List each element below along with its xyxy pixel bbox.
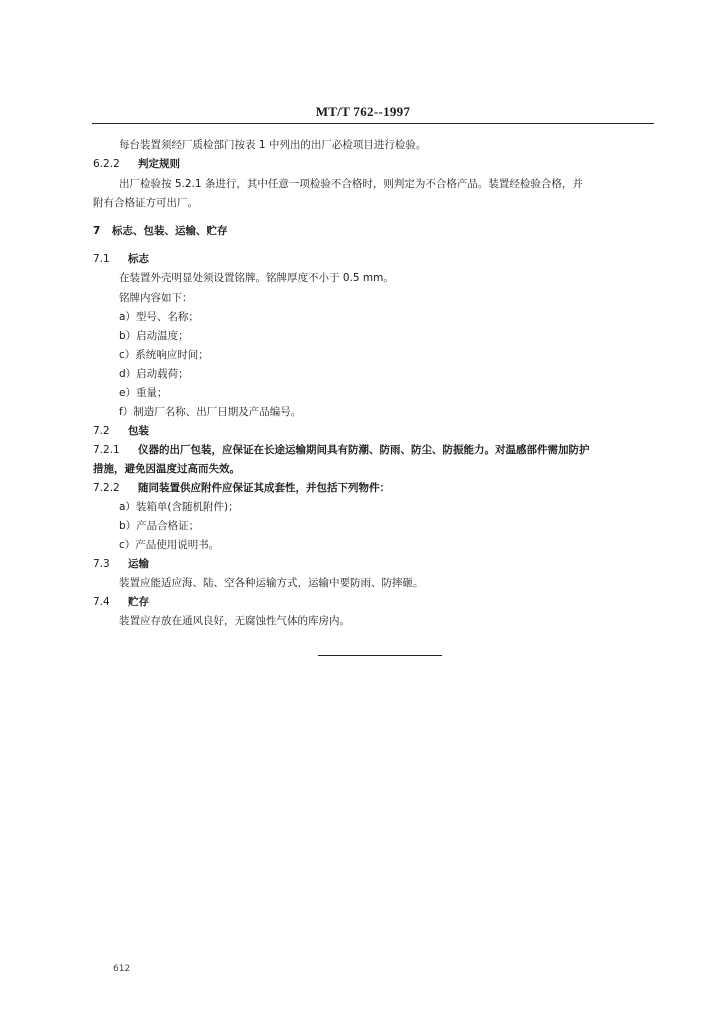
section-title-7-3: 运输	[128, 558, 149, 570]
end-of-text-rule	[318, 655, 442, 656]
paragraph-nameplate: 在装置外壳明显处须设置铭牌。铭牌厚度不小于 0.5 mm。	[119, 272, 394, 284]
list-item: a）装箱单(含随机附件)；	[119, 501, 239, 513]
paragraph-judgement-line2: 附有合格证方可出厂。	[93, 197, 198, 209]
list-item: c）系统响应时间；	[119, 349, 209, 361]
section-number-7-2: 7.2	[93, 425, 110, 437]
paragraph-accessories: 随同装置供应附件应保证其成套性，并包括下列物件：	[138, 482, 390, 494]
page-number: 612	[113, 964, 131, 974]
list-item: e）重量；	[119, 387, 168, 399]
section-title-7: 标志、包装、运输、贮存	[112, 225, 228, 237]
section-number-6-2-2: 6.2.2	[93, 158, 120, 170]
paragraph-nameplate-contents: 铭牌内容如下：	[119, 292, 193, 304]
section-title-7-2: 包装	[128, 425, 149, 437]
section-number-7-4: 7.4	[93, 596, 110, 608]
section-title-6-2-2: 判定规则	[138, 158, 180, 170]
section-number-7-3: 7.3	[93, 558, 110, 570]
list-item: c）产品使用说明书。	[119, 539, 220, 551]
section-number-7-2-2: 7.2.2	[93, 482, 120, 494]
section-title-7-4: 贮存	[128, 596, 149, 608]
paragraph-packaging-line1: 仪器的出厂包装，应保证在长途运输期间具有防潮、防雨、防尘、防振能力。对温感部件需加防护	[138, 444, 590, 456]
paragraph-judgement-line1: 出厂检验按 5.2.1 条进行，其中任意一项检验不合格时，则判定为不合格产品。装置经检验合格，并	[119, 178, 583, 190]
paragraph-transport: 装置应能适应海、陆、空各种运输方式，运输中要防雨、防摔砸。	[119, 577, 424, 589]
paragraph-storage: 装置应存放在通风良好，无腐蚀性气体的库房内。	[119, 615, 350, 627]
standard-code-header: MT/T 762--1997	[315, 104, 411, 119]
section-number-7: 7	[93, 225, 101, 237]
section-number-7-1: 7.1	[93, 253, 110, 265]
paragraph-packaging-line2: 措施，避免因温度过高而失效。	[93, 463, 240, 475]
section-number-7-2-1: 7.2.1	[93, 444, 120, 456]
list-item: f）制造厂名称、出厂日期及产品编号。	[119, 406, 302, 418]
list-item: b）产品合格证；	[119, 520, 200, 532]
paragraph-factory-inspection: 每台装置须经厂质检部门按表 1 中列出的出厂必检项目进行检验。	[119, 139, 427, 151]
list-item: b）启动温度；	[119, 330, 189, 342]
header-rule	[92, 123, 654, 124]
section-title-7-1: 标志	[128, 253, 149, 265]
list-item: d）启动载荷；	[119, 368, 189, 380]
list-item: a）型号、名称；	[119, 311, 199, 323]
